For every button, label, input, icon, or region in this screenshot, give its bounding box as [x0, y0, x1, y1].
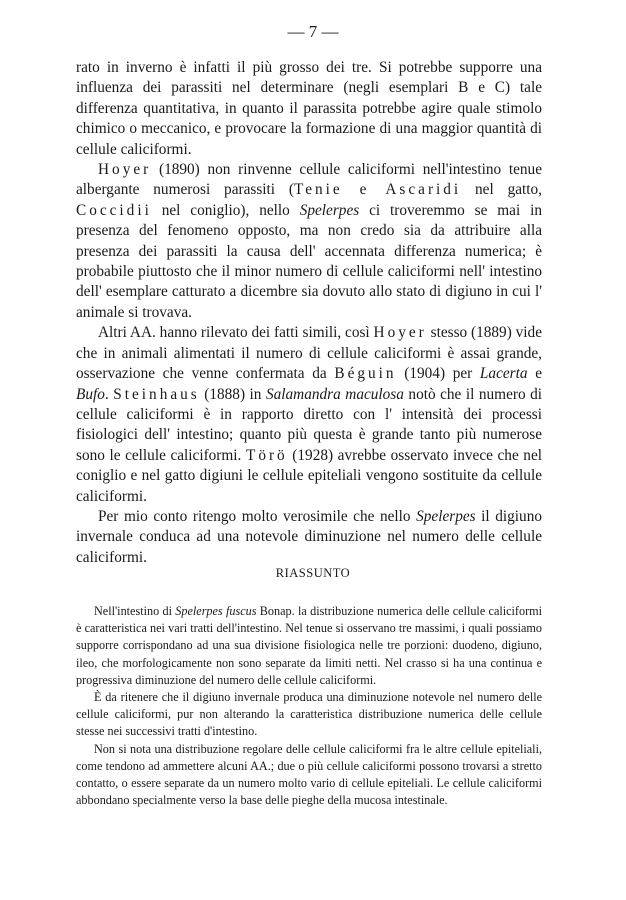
- species-name: Spelerpes: [299, 201, 360, 219]
- summary-text: [76, 603, 542, 809]
- species-name: Lacerta: [479, 365, 528, 383]
- paragraph-2: [76, 160, 542, 323]
- text-run: e: [527, 365, 542, 383]
- text-run: notò che il numero di cellule caliciformi è in rapporto diretto con l' intensità dei processi fisiologici dell' intestino; quanto più questa è grande tanto più numerose sono le cellule caliciformi.: [76, 385, 543, 464]
- author-name: Steinhaus: [113, 385, 200, 403]
- text-run: Altri AA. hanno rilevato dei fatti simili, così: [98, 324, 374, 342]
- species-name: Spelerpes fuscus: [175, 604, 257, 618]
- species-name: Spelerpes: [416, 507, 476, 525]
- text-run: ci troveremmo se mai in presenza del fenomeno opposto, ma non credo sia da attribuire alla presenza dei parassiti la causa dell' accennata differenza numerica; è probabile piuttosto che il minor numero di cellule caliciformi nell' intestino dell' esemplare catturato a dicembre sia dovuto allo stato di digiuno in cui l' animale si trovava.: [76, 201, 543, 321]
- summary-paragraph-2: È da ritenere che il digiuno invernale produca una diminuzione notevole nel numero delle cellule caliciformi, pur non alterando la caratteristica distribuzione numerica delle cellule stesse nei successivi tratti d'intestino.: [76, 690, 542, 739]
- taxon-name: Tenie e Ascaridi: [293, 181, 462, 199]
- summary-heading: RIASSUNTO: [275, 566, 351, 580]
- summary-paragraph-1: [76, 603, 542, 689]
- text-run: Per mio conto ritengo molto verosimile che nello: [98, 507, 417, 525]
- text-run: nel coniglio), nello: [151, 201, 300, 219]
- author-name: Törö: [245, 446, 288, 464]
- paragraph-3: [76, 323, 542, 507]
- taxon-name: Coccidii: [76, 201, 152, 219]
- species-name: Salamandra maculosa: [265, 385, 404, 403]
- text-run: nel gatto,: [461, 181, 542, 199]
- summary-paragraph-3: Non si nota una distribuzione regolare delle cellule caliciformi fra le altre cellule epiteliali, come tendono ad ammettere alcuni AA.; due o più cellule caliciformi possono trovarsi a stretto contatto, o essere separate da un numero molto vario di cellule epiteliali. Le cellule caliciformi abbondano specialmente verso la base delle pieghe della mucosa intestinale.: [76, 741, 542, 808]
- text-run: (1904) per: [396, 365, 480, 383]
- text-run: il digiuno invernale conduca ad una notevole diminuzione nel numero delle cellule caliciformi.: [76, 507, 542, 566]
- main-text: [76, 58, 542, 568]
- paragraph-1: rato in inverno è infatti il più grosso dei tre. Si potrebbe supporre una influenza dei parassiti nel determinare (negli esemplari B e C) tale differenza quantitativa, in quanto il parassita potrebbe agire quale stimolo chimico o meccanico, e provocare la formazione di una maggior quantità di cellule caliciformi.: [76, 59, 542, 158]
- author-name: Hoyer: [373, 324, 427, 342]
- paragraph-4: [76, 507, 542, 568]
- species-name: Bufo: [76, 385, 105, 403]
- text-run: Nell'intestino di: [94, 604, 176, 618]
- text-run: .: [104, 385, 114, 403]
- text-run: (1888) in: [199, 385, 266, 403]
- text-run: (1890) non rinvenne cellule caliciformi nell'intestino tenue albergante numerosi parassiti (: [76, 161, 542, 199]
- text-run: Bonap. la distribuzione numerica delle cellule caliciformi è caratteristica nei vari tratti dell'intestino. Nel tenue si osservano tre massimi, i quali possiamo supporre corrispondano ad una sua divisione fisiologica nelle tre porzioni: duodeno, digiuno, ileo, che morfologicamente non sono separate da limiti netti. Nel crasso si ha una continua e progressiva diminuzione del numero delle cellule caliciformi.: [76, 604, 543, 687]
- author-name: Béguin: [334, 365, 397, 383]
- text-run: stesso (1889) vide che in animali alimentati il numero di cellule caliciformi è assai grande, osservazione che venne confermata da: [76, 324, 542, 383]
- page-number: — 7 —: [287, 22, 339, 41]
- author-name: Hoyer: [98, 161, 152, 179]
- text-run: (1928) avrebbe osservato invece che nel coniglio e nel gatto digiuni le cellule epiteliali vengono sostituite da cellule caliciformi.: [76, 446, 542, 505]
